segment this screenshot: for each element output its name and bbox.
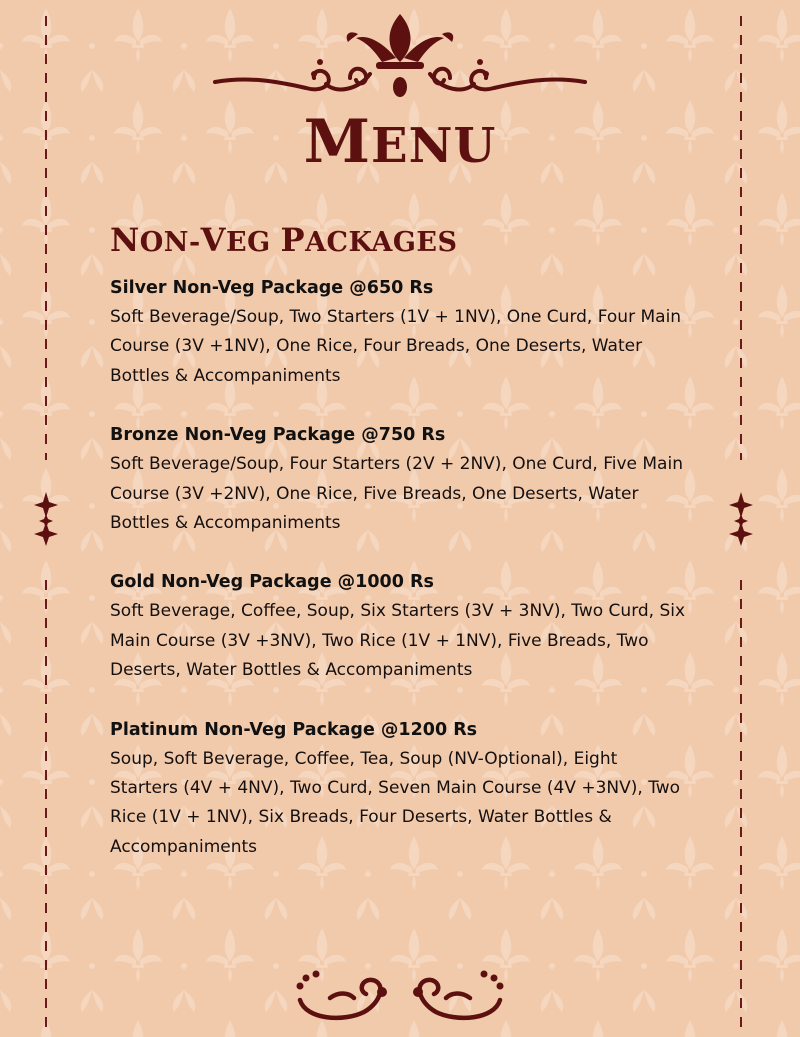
scroll-swirl-icon	[292, 970, 508, 1026]
section-heading: NON-VEG PACKAGES	[110, 221, 458, 259]
package-bronze	[110, 421, 690, 538]
package-description: Soft Beverage/Soup, Two Starters (1V + 1NV), One Curd, Four Main Course (3V +1NV), One Rice, Four Breads, One Deserts, Water Bottles & Accompaniments	[110, 307, 682, 386]
package-description: Soft Beverage, Coffee, Soup, Six Starters (3V + 3NV), Two Curd, Six Main Course (3V +3NV), Two Rice (1V + 1NV), Five Breads, Two Deserts, Water Bottles & Accompaniments	[110, 601, 686, 681]
package-title: Gold Non-Veg Package @1000 Rs	[110, 572, 434, 593]
package-title: Platinum Non-Veg Package @1200 Rs	[110, 719, 478, 740]
right-sparkle-star-icon	[729, 492, 753, 546]
left-sparkle-star-icon	[34, 492, 58, 546]
package-silver	[110, 274, 690, 391]
package-description: Soup, Soft Beverage, Coffee, Tea, Soup (NV-Optional), Eight Starters (4V + 4NV), Two Curd, Seven Main Course (4V +3NV), Two Rice (1V + 1NV), Six Breads, Four Deserts, Water Bottles & Accompaniments	[110, 748, 681, 857]
package-list	[110, 274, 690, 892]
fleur-de-lis-scroll-icon	[210, 12, 590, 102]
menu-title: MENU	[303, 107, 497, 177]
package-gold	[110, 568, 690, 685]
package-description: Soft Beverage/Soup, Four Starters (2V + 2NV), One Curd, Five Main Course (3V +2NV), One Rice, Five Breads, One Deserts, Water Bottles & Accompaniments	[110, 454, 683, 534]
package-title: Bronze Non-Veg Package @750 Rs	[110, 425, 446, 446]
package-platinum	[110, 716, 690, 863]
package-title: Silver Non-Veg Package @650 Rs	[110, 278, 434, 298]
